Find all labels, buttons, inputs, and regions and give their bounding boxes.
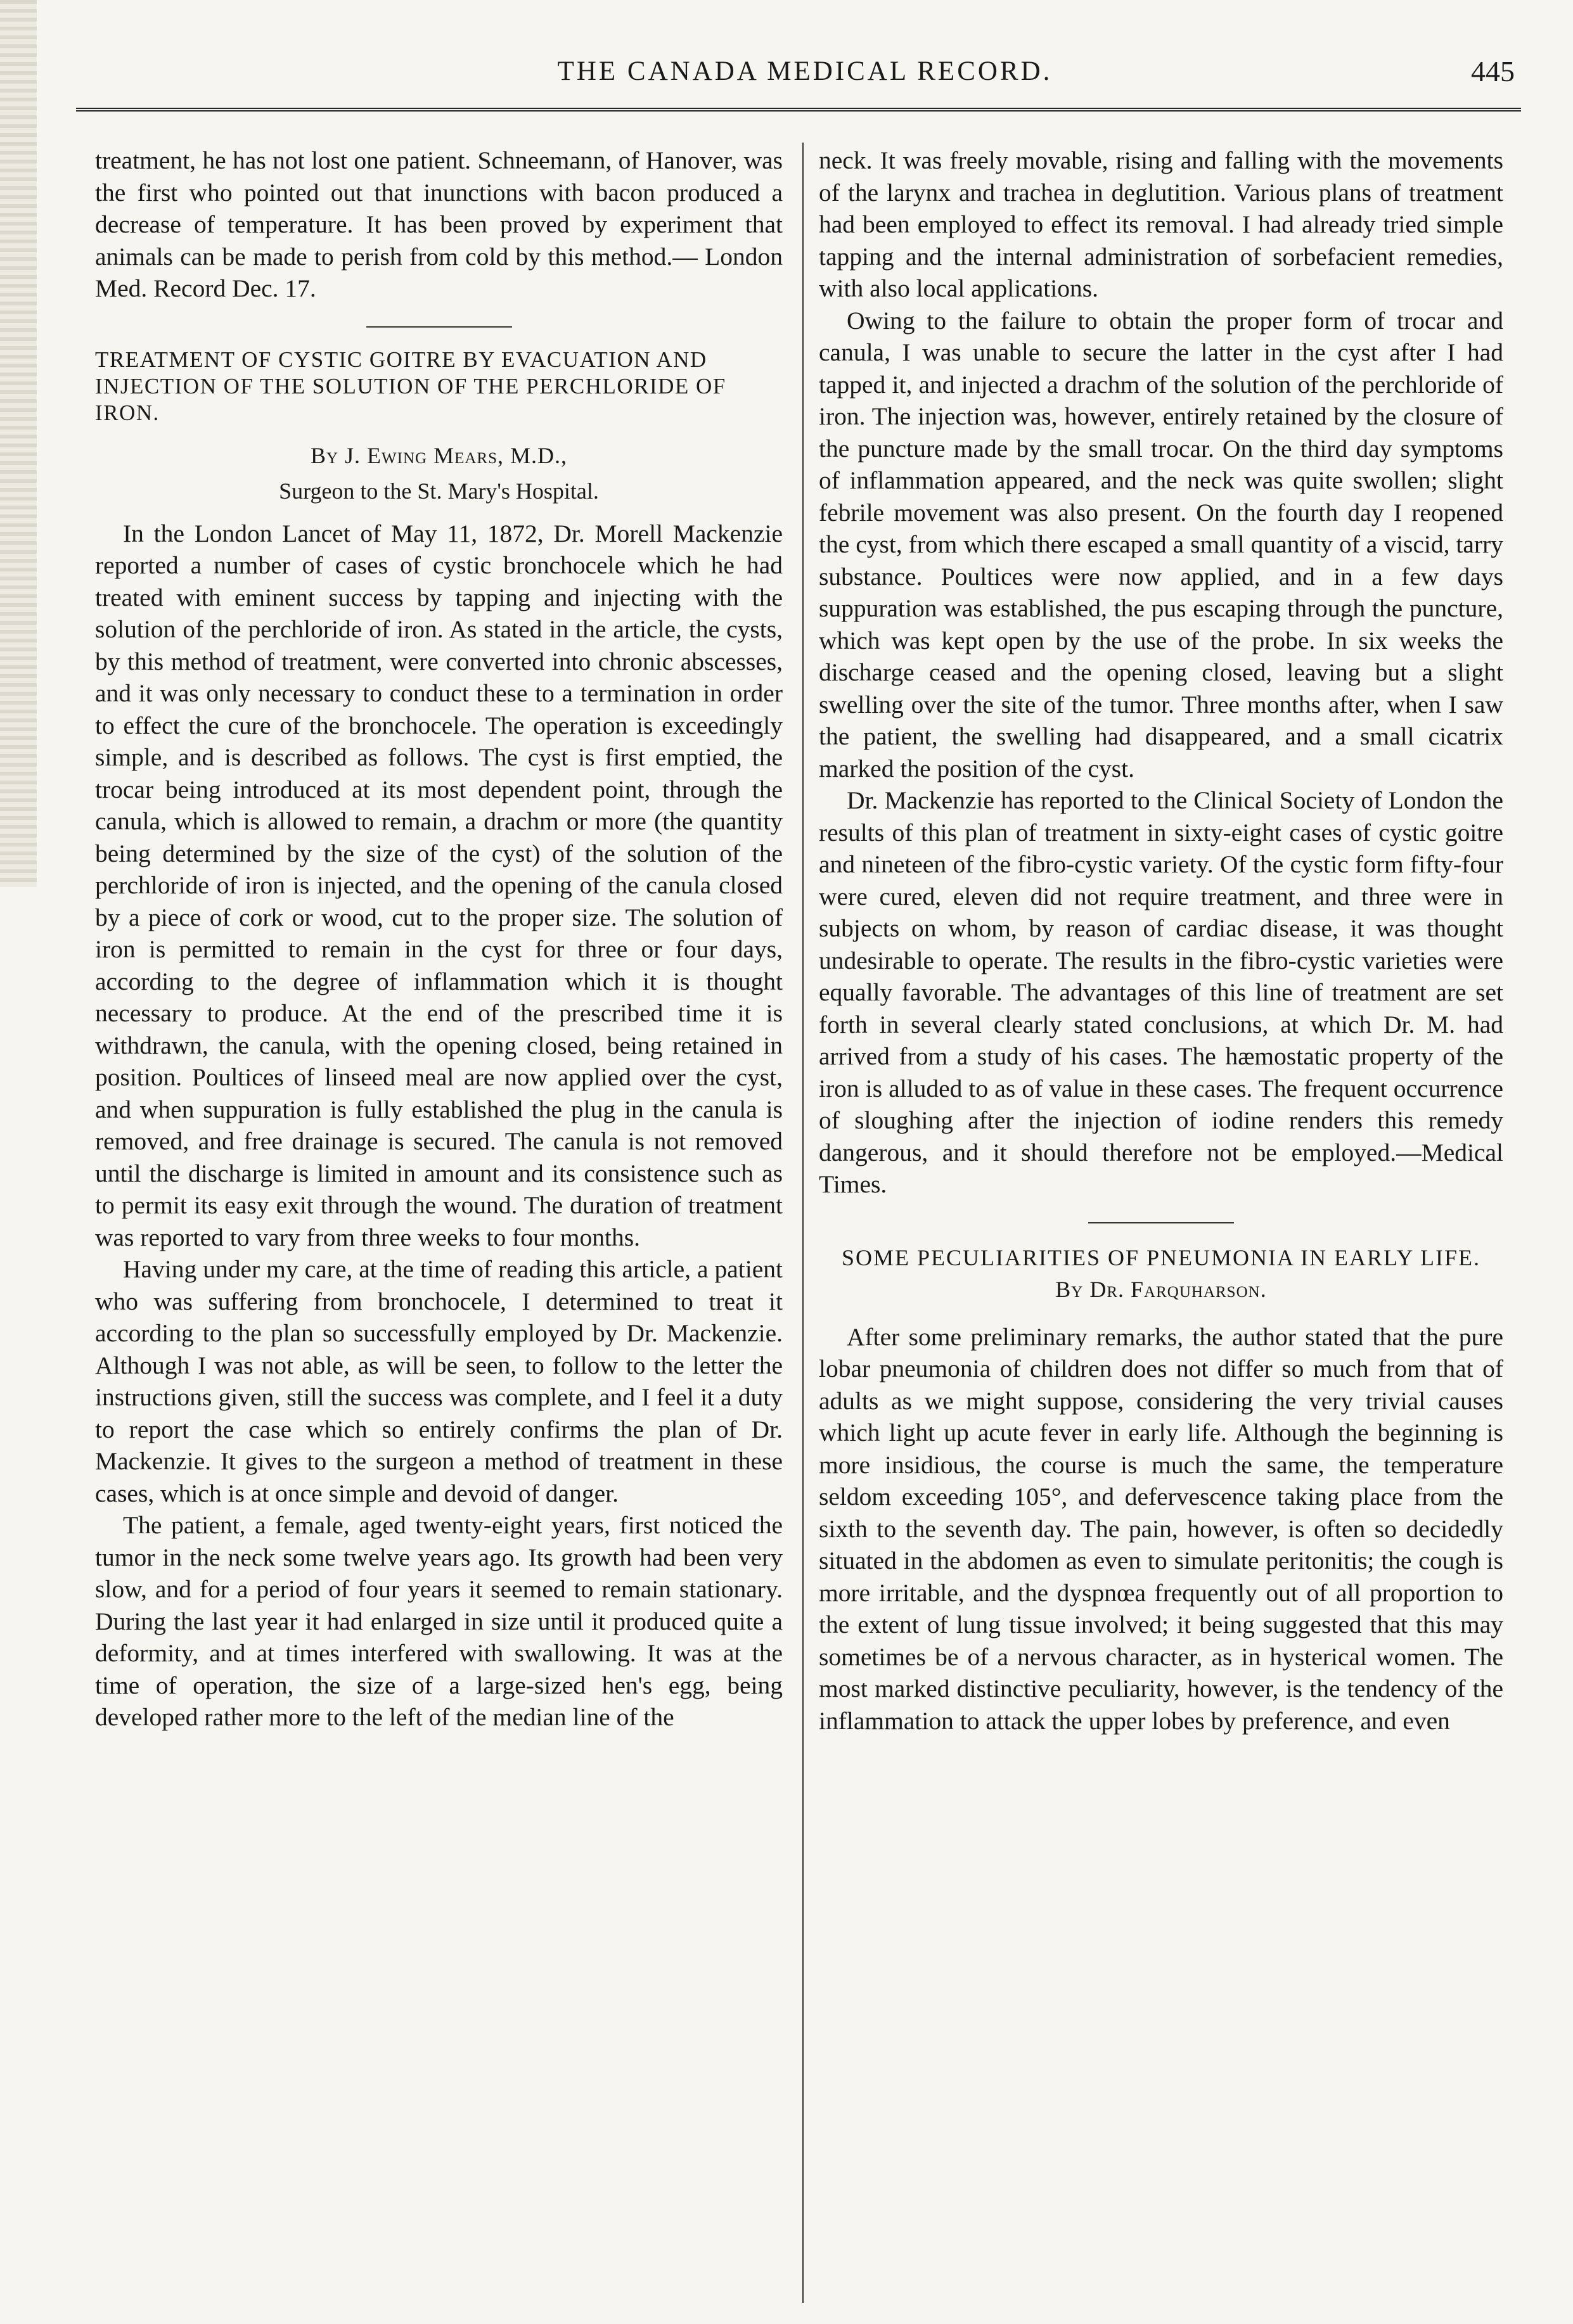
article-title: SOME PECULIARITIES OF PNEUMONIA IN EARLY LIFE.: [841, 1244, 1481, 1270]
article-title: TREATMENT OF CYSTIC GOITRE BY EVACUATION AND INJECTION OF THE SOLUTION OF THE PERCHLORIDE OF IRON.: [95, 347, 726, 425]
column-divider: [802, 143, 804, 2303]
article-paragraph: After some preliminary remarks, the author stated that the pure lobar pneumonia of children does not differ so much from that of adults as we might suppose, considering the very trivial causes which light up acute fever in early life. Although the beginning is more insidious, the course is much the same, the temperature seldom exceeding 105°, and defervescence taking place from the sixth to the seventh day. The pain, however, is often so decidedly situated in the abdomen as even to simulate peritonitis; the cough is more irritable, and the dyspnœa frequently out of all proportion to the extent of lung tissue involved; it being suggested that this may sometimes be of a nervous character, as in hysterical women. The most marked distinctive peculiarity, however, is the tendency of the inflammation to attack the upper lobes by preference, and even: [819, 1322, 1503, 1735]
article-paragraph: Dr. Mackenzie has reported to the Clinical Society of London the results of this plan of treatment in sixty-eight cases of cystic goitre and nineteen of the fibro-cystic variety. Of the cystic form fifty-four were cured, eleven did not require treatment, and three were in subjects on whom, by reason of cardiac disease, it was thought undesirable to operate. The results in the fibro-cystic varieties were equally favorable. The advantages of this line of treatment are set forth in several clearly stated conclusions, at which Dr. M. had arrived from a study of his cases. The hæmostatic property of the iron is alluded to as of value in these cases. The frequent occurrence of sloughing after the injection of iodine renders this remedy dangerous, and it should therefore not be employed.—Medical Times.: [819, 786, 1503, 1198]
article-byline: By J. Ewing Mears, M.D.,: [310, 442, 568, 468]
page-number: 445: [1471, 55, 1515, 87]
article-byline: By Dr. Farquharson.: [1055, 1276, 1267, 1302]
right-column: [819, 144, 1503, 1737]
left-column: [95, 144, 783, 1733]
section-rule: [366, 326, 512, 328]
author-affiliation: Surgeon to the St. Mary's Hospital.: [279, 478, 599, 504]
scan-edge-artifact: [0, 0, 37, 887]
section-rule: [1088, 1222, 1234, 1223]
continued-paragraph: treatment, he has not lost one patient. Schneemann, of Hanover, was the first who pointed out that inunctions with bacon produced a decrease of temperature. It has been proved by experiment that animals can be made to perish from cold by this method.— London Med. Record Dec. 17.: [95, 146, 783, 302]
running-head: THE CANADA MEDICAL RECORD.: [557, 56, 1053, 86]
page-header: [95, 49, 1515, 94]
article-paragraph: The patient, a female, aged twenty-eight years, first noticed the tumor in the neck some twelve years ago. Its growth had been very slow, and for a period of four years it seemed to remain stationary. During the last year it had enlarged in size until it produced quite a deformity, and at times interfered with swallowing. It was at the time of operation, the size of a large-sized hen's egg, being developed rather more to the left of the median line of the: [95, 1511, 783, 1731]
article-paragraph: Having under my care, at the time of reading this article, a patient who was suffering from bronchocele, I determined to treat it according to the plan so successfully employed by Dr. Mackenzie. Although I was not able, as will be seen, to follow to the letter the instructions given, still the success was complete, and I feel it a duty to report the case which so entirely confirms the plan of Dr. Mackenzie. It gives to the surgeon a method of treatment in these cases, which is at once simple and devoid of danger.: [95, 1255, 783, 1507]
continued-paragraph: neck. It was freely movable, rising and falling with the movements of the larynx and trachea in deglutition. Various plans of treatment had been employed to effect its removal. I had already tried simple tapping and the internal administration of sorbefacient remedies, with also local applications.: [819, 146, 1503, 302]
header-rule: [76, 108, 1521, 112]
article-paragraph: In the London Lancet of May 11, 1872, Dr. Morell Mackenzie reported a number of cases of cystic bronchocele which he had treated with eminent success by tapping and injecting with the solution of the perchloride of iron. As stated in the article, the cysts, by this method of treatment, were converted into chronic abscesses, and it was only necessary to conduct these to a termination in order to effect the cure of the bronchocele. The operation is exceedingly simple, and is described as follows. The cyst is first emptied, the trocar being introduced at its most dependent point, through the canula, which is allowed to remain, a drachm or more (the quantity being determined by the size of the cyst) of the solution of the perchloride of iron is injected, and the opening of the canula closed by a piece of cork or wood, cut to the proper size. The solution of iron is permitted to remain in the cyst for three or four days, according to the degree of inflammation which it is thought necessary to produce. At the end of the prescribed time it is withdrawn, the canula, with the opening closed, being retained in position. Poultices of linseed meal are now applied over the cyst, and when suppuration is fully established the plug in the canula is removed, and free drainage is secured. The canula is not removed until the discharge is limited in amount and its consistence such as to permit its easy exit through the wound. The duration of treatment was reported to vary from three weeks to four months.: [95, 519, 783, 1251]
article-paragraph: Owing to the failure to obtain the proper form of trocar and canula, I was unable to secure the latter in the cyst after I had tapped it, and injected a drachm of the solution of the perchloride of iron. The injection was, however, entirely retained by the closure of the puncture made by the small trocar. On the third day symptoms of inflammation appeared, and the neck was quite swollen; slight febrile movement was also present. On the fourth day I reopened the cyst, from which there escaped a small quantity of a viscid, tarry substance. Poultices were now applied, and in a few days suppuration was established, the pus escaping through the puncture, which was kept open by the use of the probe. In six weeks the discharge ceased and the opening closed, leaving but a slight swelling over the site of the tumor. Three months after, when I saw the patient, the swelling had disappeared, and a small cicatrix marked the position of the cyst.: [819, 306, 1503, 782]
